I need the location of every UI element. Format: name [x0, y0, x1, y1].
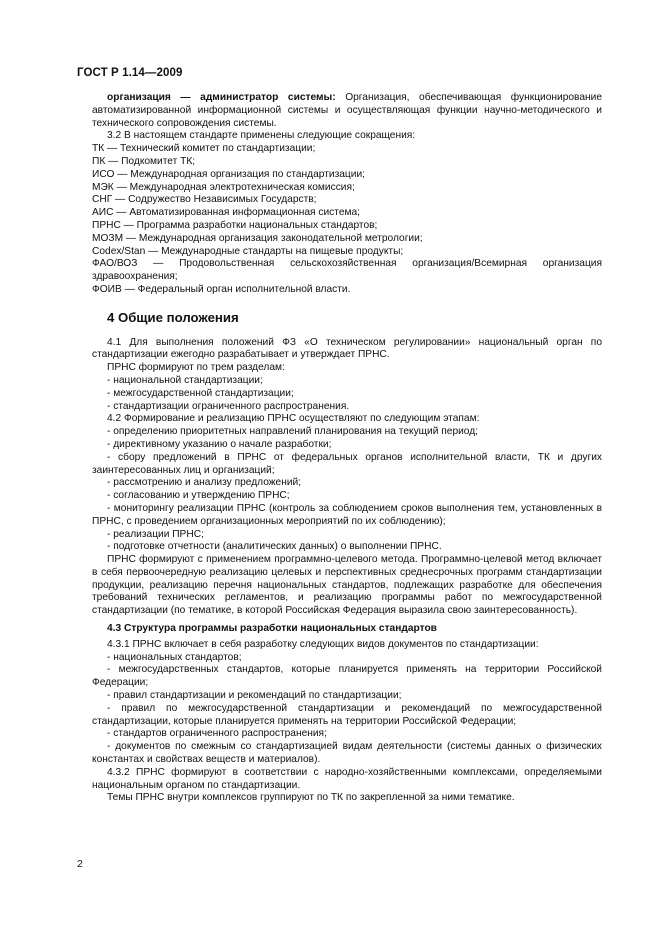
paragraph-4-3-2: 4.3.2 ПРНС формируют в соответствии с народно-хозяйственными комплексами, определяемыми национальным органом по стандартизации. [92, 766, 602, 791]
list-item: - правил по межгосударственной стандартизации и рекомендаций по межгосударственной стандартизации, которые планируется применять на территории Российской Федерации; [92, 702, 602, 727]
list-item: - подготовке отчетности (аналитических данных) о выполнении ПРНС. [107, 541, 442, 553]
list-item: - определению приоритетных направлений планирования на текущий период; [107, 426, 479, 438]
list-item: - документов по смежным со стандартизацией видам деятельности (системы данных о физических константах и свойствах веществ и материалов). [92, 741, 602, 766]
list-item: - мониторингу реализации ПРНС (контроль за соблюдением сроков выполнения тем, установленных в ПРНС, с проведением организационных мероприятий по их соблюдению); [92, 502, 602, 527]
abbrev-item: ИСО — Международная организация по стандартизации; [92, 168, 365, 180]
definition-text: Организация, обеспечивающая функционирование автоматизированной информационной системы и осуществляющая функции научно-методического и технического сопровождения системы. [92, 92, 603, 129]
abbrev-intro: 3.2 В настоящем стандарте применены следующие сокращения: [107, 130, 416, 142]
list-item: - национальных стандартов; [107, 651, 242, 663]
abbrev-item: МЭК — Международная электротехническая комиссия; [92, 181, 355, 193]
abbrev-item: СНГ — Содружество Независимых Государств; [92, 194, 317, 206]
list-item: - стандартов ограниченного распространения; [107, 728, 327, 740]
page-number: 2 [77, 858, 83, 870]
paragraph-4-2: 4.2 Формирование и реализацию ПРНС осуществляют по следующим этапам: [107, 413, 480, 425]
paragraph-4-1: 4.1 Для выполнения положений ФЗ «О техническом регулировании» национальный орган по стандартизации ежегодно разрабатывает и утверждает ПРНС. [92, 336, 602, 361]
paragraph-4-1-sections: ПРНС формируют по трем разделам: [107, 362, 285, 374]
list-item: - национальной стандартизации; [107, 374, 263, 386]
list-item: - сбору предложений в ПРНС от федеральных органов исполнительной власти, ТК и других заинтересованных лиц и организаций; [92, 451, 602, 476]
list-item: - директивному указанию о начале разработки; [107, 438, 332, 450]
abbrev-item: МОЗМ — Международная организация законодательной метрологии; [92, 232, 423, 244]
abbrev-item: Codex/Stan — Международные стандарты на пищевые продукты; [92, 245, 404, 257]
paragraph-4-3-1: 4.3.1 ПРНС включает в себя разработку следующих видов документов по стандартизации: [107, 638, 539, 650]
abbrev-item: ФОИВ — Федеральный орган исполнительной власти. [92, 283, 351, 295]
definition-paragraph [92, 92, 602, 130]
abbrev-item: ПК — Подкомитет ТК; [92, 155, 196, 167]
document-header: ГОСТ Р 1.14—2009 [77, 67, 183, 79]
list-item: - реализации ПРНС; [107, 528, 204, 540]
abbrev-item: ТК — Технический комитет по стандартизации; [92, 143, 316, 155]
list-item: - межгосударственных стандартов, которые планируется применять на территории Российской Федерации; [92, 664, 602, 689]
list-item: - рассмотрению и анализу предложений; [107, 477, 302, 489]
list-item: - согласованию и утверждению ПРНС; [107, 490, 290, 502]
subsection-heading: 4.3 Структура программы разработки национальных стандартов [107, 623, 437, 635]
abbrev-item: ПРНС — Программа разработки национальных стандартов; [92, 219, 378, 231]
abbrev-item: АИС — Автоматизированная информационная система; [92, 207, 360, 219]
paragraph-4-3-2-topics: Темы ПРНС внутри комплексов группируют по ТК по закрепленной за ними тематике. [107, 792, 515, 804]
list-item: - правил стандартизации и рекомендаций по стандартизации; [107, 690, 402, 702]
list-item: - стандартизации ограниченного распространения. [107, 400, 350, 412]
definition-term: организация — администратор системы: [107, 92, 336, 103]
document-body [92, 92, 602, 805]
section-heading: 4 Общие положения [107, 309, 239, 325]
paragraph-method: ПРНС формируют с применением программно-целевого метода. Программно-целевой метод включает в себя первоочередную реализацию целевых и перспективных среднесрочных программ стандартизации продукции, реализацию перечня национальных стандартов, подлежащих разработке для обеспечения требований технических регламентов, и реализацию программы работ по межгосударственной стандартизации (по тематике, в которой Российская Федерация выразила свою заинтересованность). [92, 554, 602, 617]
abbrev-item: ФАО/ВОЗ — Продовольственная сельскохозяйственная организация/Всемирная организация здравоохранения; [92, 258, 602, 283]
list-item: - межгосударственной стандартизации; [107, 387, 294, 399]
